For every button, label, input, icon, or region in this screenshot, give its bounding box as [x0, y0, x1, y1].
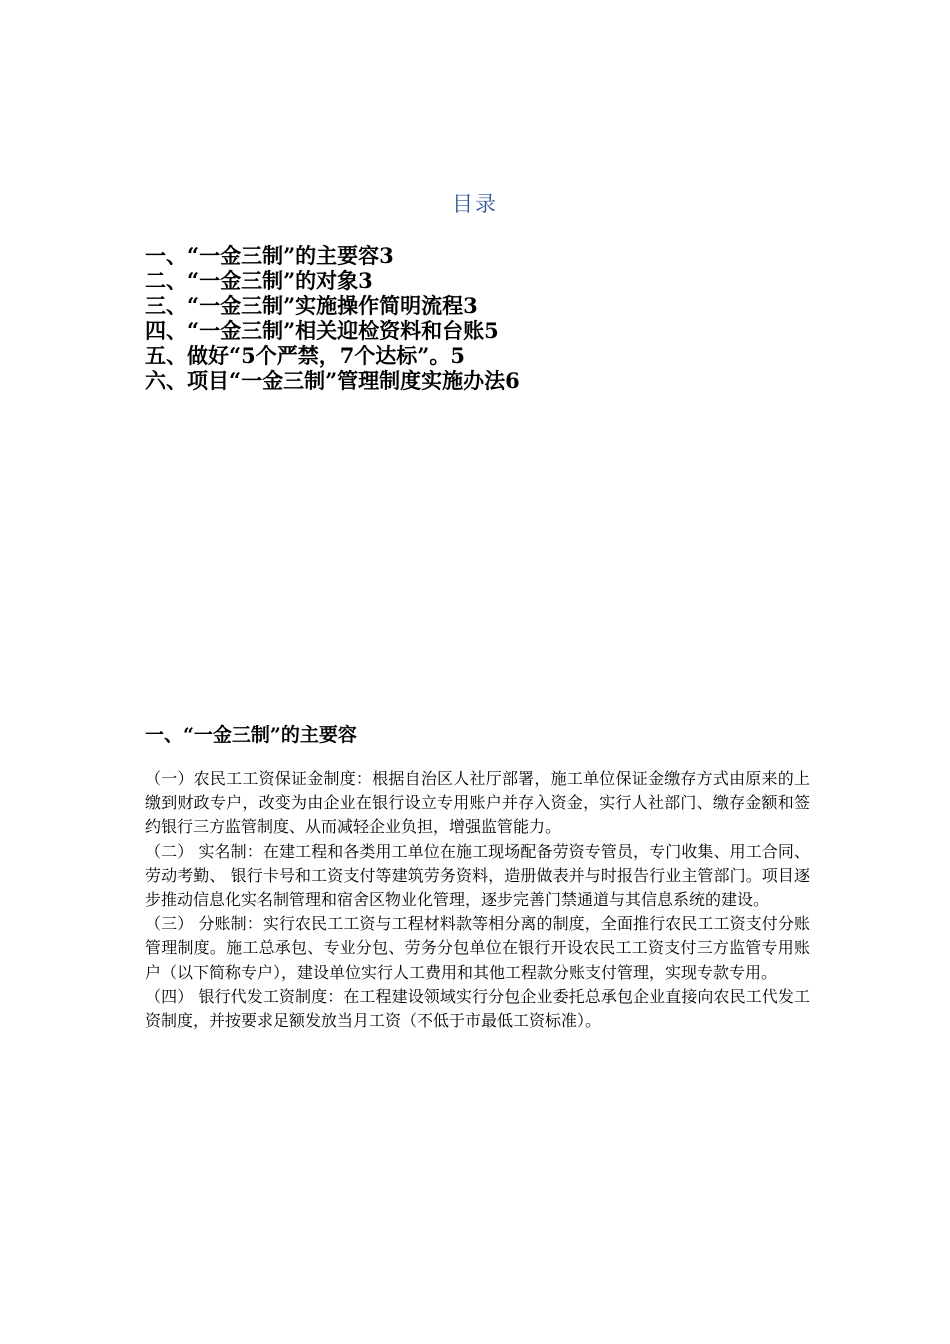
section-heading: 一、“一金三制”的主要容 — [145, 724, 357, 746]
paragraph: （二） 实名制：在建工程和各类用工单位在施工现场配备劳资专管员，专门收集、用工合同、劳动考勤、 银行卡号和工资支付等建筑劳务资料，造册做表并与时报告行业主管部门。项目逐步推动信息化实名制管理和宿舍区物业化管理，逐步完善门禁通道与其信息系统的建设。 — [145, 841, 810, 910]
paragraph: （三） 分账制：实行农民工工资与工程材料款等相分离的制度，全面推行农民工工资支付分账管理制度。施工总承包、专业分包、劳务分包单位在银行开设农民工工资支付三方监管专用账户（以下简称专户），建设单位实行人工费用和其他工程款分账支付管理，实现专款专用。 — [145, 914, 810, 982]
toc-list — [145, 243, 805, 393]
toc-entry[interactable]: 二、“一金三制”的对象3 — [145, 268, 373, 293]
toc-entry[interactable]: 三、“一金三制”实施操作简明流程3 — [145, 293, 478, 318]
toc-entry[interactable]: 一、“一金三制”的主要容3 — [145, 243, 394, 268]
paragraph: （四） 银行代发工资制度：在工程建设领域实行分包企业委托总承包企业直接向农民工代发工资制度，并按要求足额发放当月工资（不低于市最低工资标准）。 — [145, 986, 810, 1031]
toc-title: 目录 — [452, 192, 498, 216]
toc-entry[interactable]: 六、项目“一金三制”管理制度实施办法6 — [145, 368, 520, 393]
section-body — [145, 767, 810, 1033]
paragraph: （一）农民工工资保证金制度：根据自治区人社厅部署，施工单位保证金缴存方式由原来的上缴到财政专户，改变为由企业在银行设立专用账户并存入资金，实行人社部门、缴存金额和签约银行三方监管制度、从而减轻企业负担，增强监管能力。 — [145, 769, 810, 837]
toc-entry[interactable]: 五、做好“5个严禁，7个达标”。5 — [145, 343, 465, 368]
toc-entry[interactable]: 四、“一金三制”相关迎检资料和台账5 — [145, 318, 499, 343]
